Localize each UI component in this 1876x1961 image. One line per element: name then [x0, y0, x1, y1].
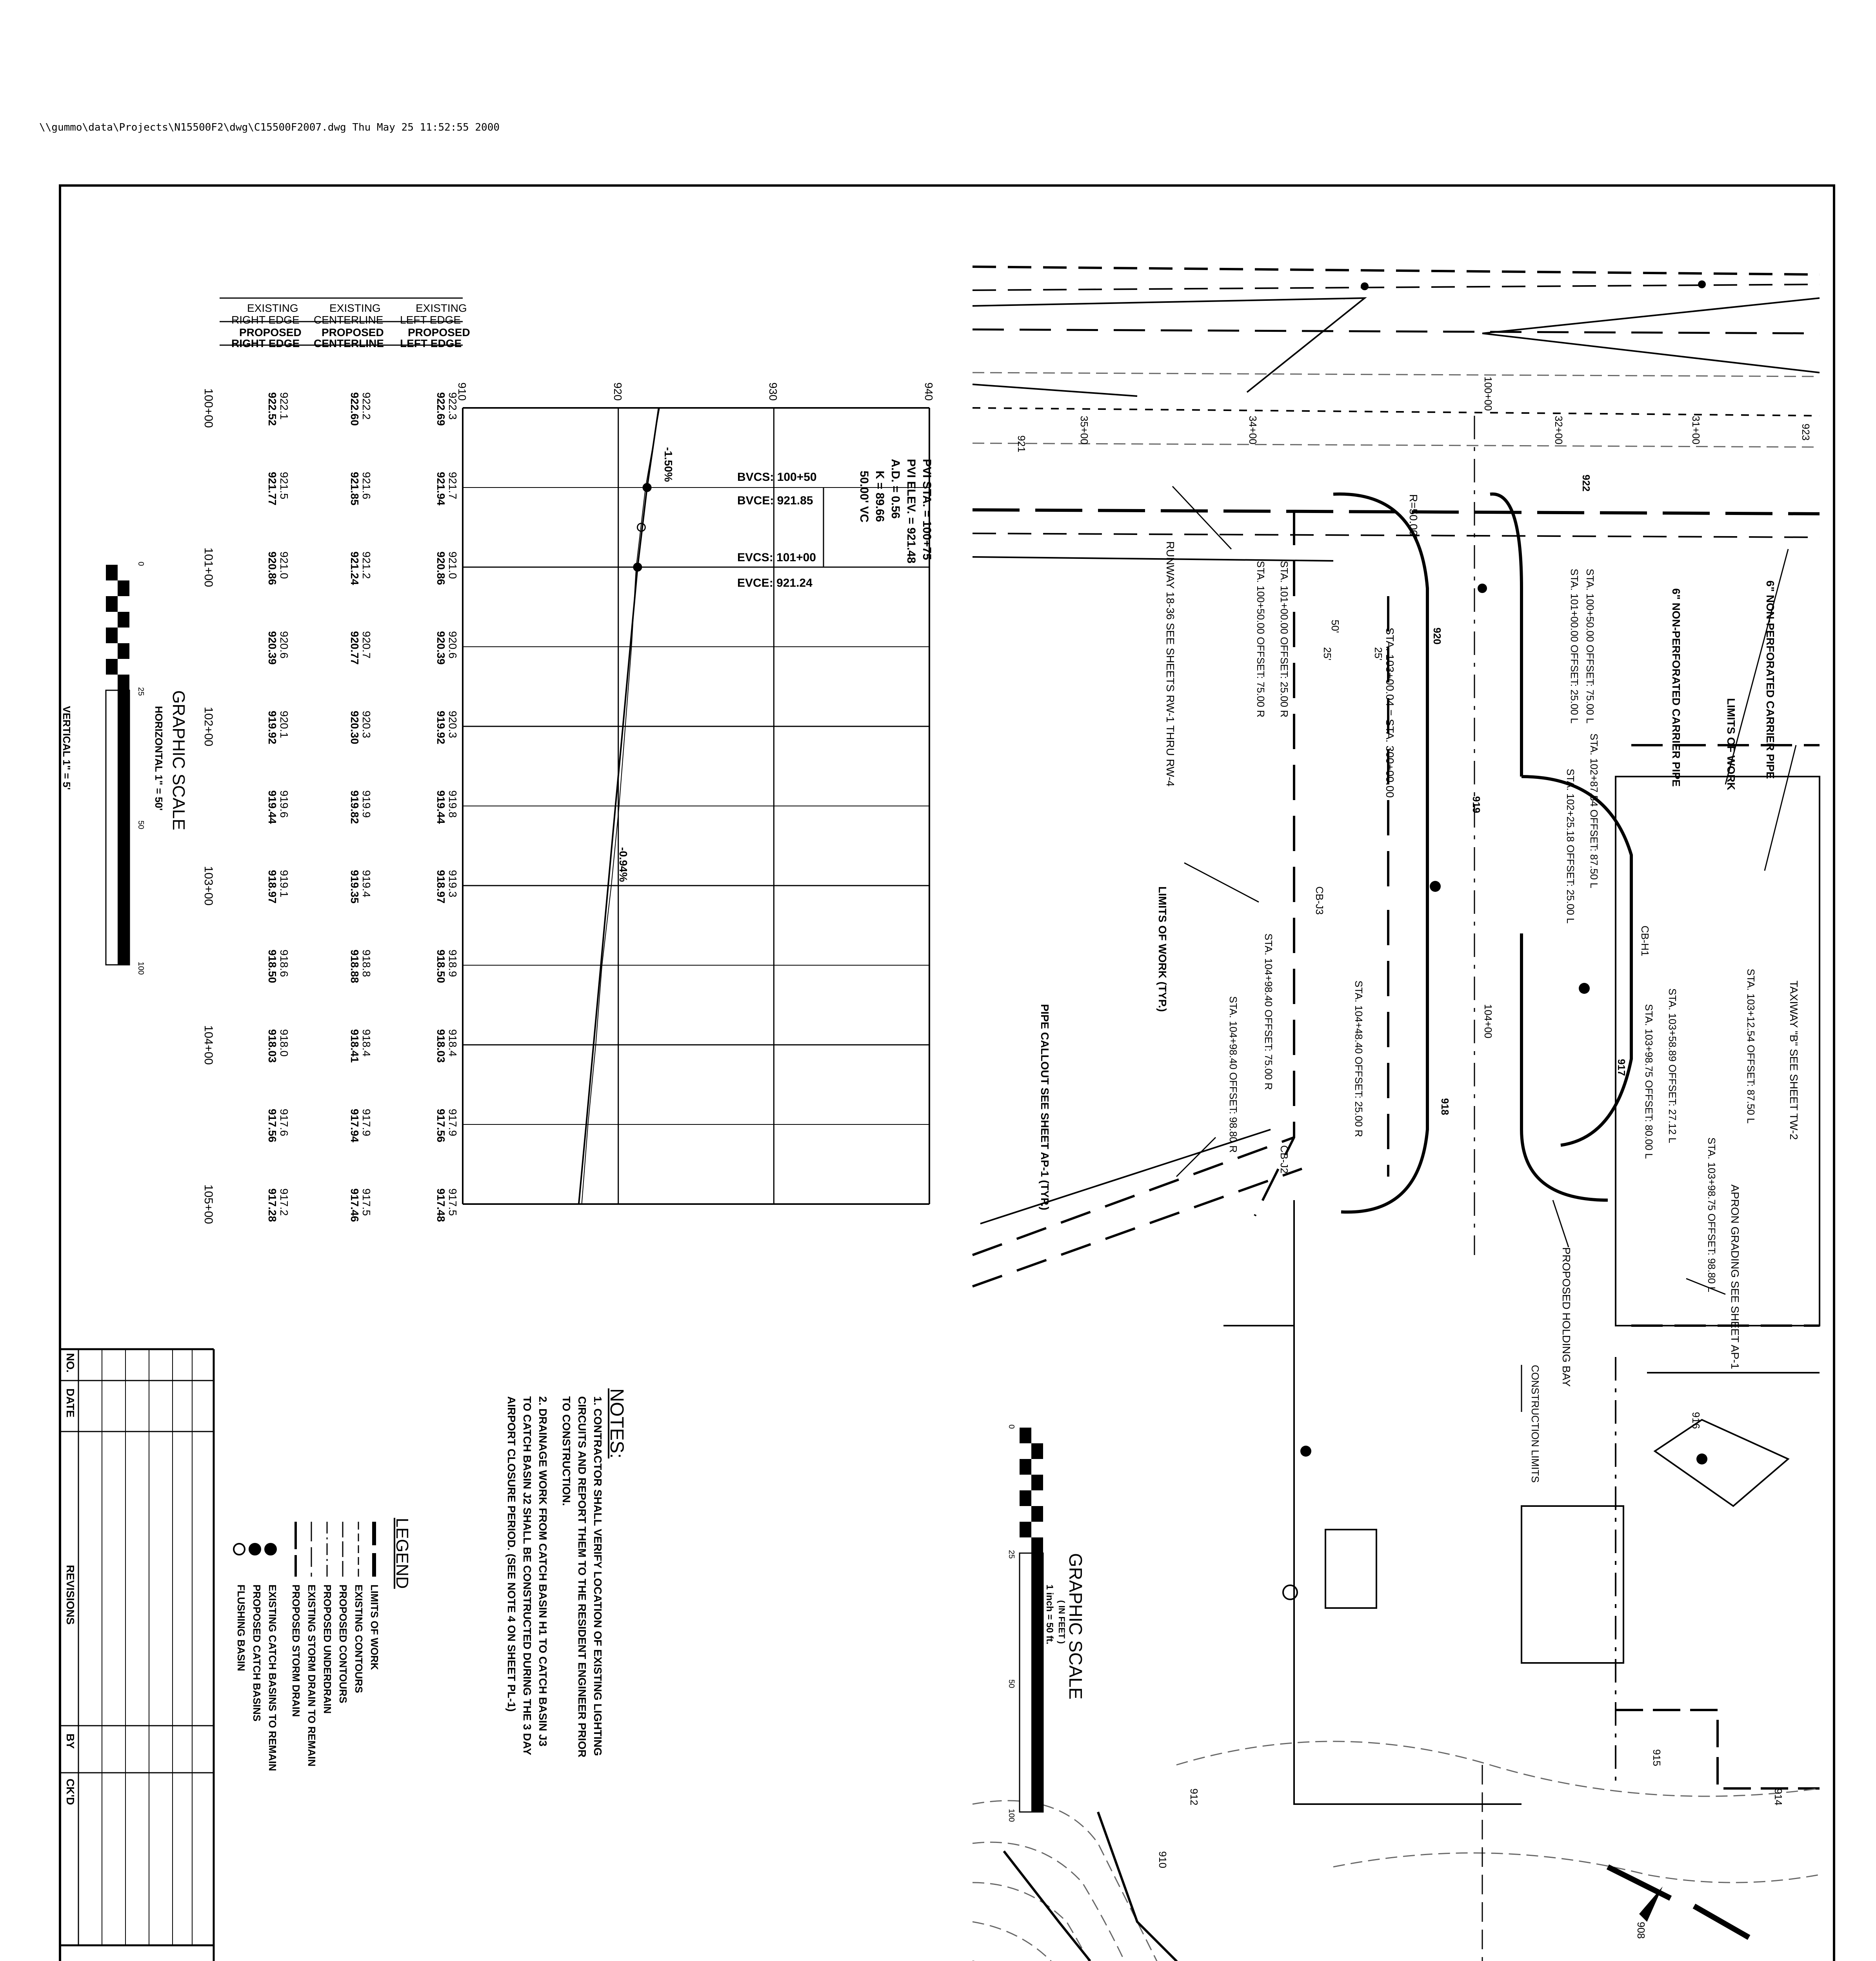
limits-of-work-1: LIMITS OF WORK — [1725, 698, 1737, 790]
contour-921: 921 — [1016, 435, 1027, 453]
proposed-header-bottom: RIGHT EDGE — [231, 337, 300, 349]
bvce-label: BVCE: 921.85 — [737, 494, 813, 507]
proposed-elevation: 922.60 — [349, 392, 361, 426]
existing-elevation: 921.6 — [360, 472, 373, 500]
contour-917: 917 — [1616, 1059, 1627, 1076]
note-line: TO CONSTRUCTION. — [560, 1396, 573, 1506]
proposed-elevation: 920.30 — [349, 711, 361, 744]
existing-header-top: EXISTING — [416, 302, 467, 314]
elevation-label: 930 — [767, 382, 780, 401]
proposed-elevation: 918.97 — [435, 870, 447, 904]
profile-scale-bar — [106, 565, 129, 965]
proposed-header-bottom: LEFT EDGE — [400, 337, 462, 349]
underdrain-callout-2: 6" NON-PERFORATED CARRIER PIPE — [1670, 588, 1682, 787]
proposed-elevation: 919.92 — [435, 711, 447, 744]
underdrain-callout-1: 6" NON-PERFORATED CARRIER PIPE — [1764, 580, 1776, 779]
note-line: AIRPORT CLOSURE PERIOD. (SEE NOTE 4 ON SHEET PL-1) — [505, 1396, 518, 1712]
existing-header-bottom: RIGHT EDGE — [231, 314, 300, 326]
bvcs-label: BVCS: 100+50 — [737, 471, 817, 484]
proposed-elevation: 922.52 — [266, 392, 278, 426]
existing-elevation: 919.4 — [360, 870, 373, 898]
pipe-callout: PIPE CALLOUT SEE SHEET AP-1 (TYP.) — [1039, 1004, 1051, 1210]
grade-label-1: -1.50% — [662, 447, 674, 482]
proposed-elevation: 920.39 — [435, 631, 447, 665]
station-equation: STA. 103+00.04 = STA. 300+00.00 — [1384, 628, 1396, 798]
existing-elevation: 918.4 — [360, 1029, 373, 1057]
plan-scale-title: GRAPHIC SCALE — [1065, 1553, 1086, 1700]
evce-label: EVCE: 921.24 — [737, 577, 813, 589]
proposed-elevation: 918.03 — [266, 1029, 278, 1063]
proposed-elevation: 922.69 — [435, 392, 447, 426]
revision-header-date: DATE — [64, 1388, 76, 1418]
plan-view — [973, 267, 1820, 1961]
station-offset-m: STA. 103+98.75 OFFSET: 98.80 L — [1706, 1137, 1718, 1292]
apron-reference: APRON GRADING SEE SHEET AP-1 — [1729, 1184, 1741, 1369]
catch-basin-h1: CB-H1 — [1639, 926, 1651, 957]
proposed-elevation: 918.03 — [435, 1029, 447, 1063]
existing-elevation: 920.7 — [360, 631, 373, 659]
existing-elevation: 919.6 — [278, 790, 290, 818]
existing-elevation: 919.1 — [278, 870, 290, 898]
existing-elevation: 919.3 — [447, 870, 459, 898]
pvi-station: PVI STA. = 100+75 — [920, 459, 933, 560]
existing-elevation: 918.9 — [447, 950, 459, 977]
existing-elevation: 917.9 — [360, 1109, 373, 1137]
existing-elevation: 920.6 — [278, 631, 290, 659]
profile-scale-tick: 100 — [136, 962, 145, 975]
note-line: CIRCUITS AND REPORT THEM TO THE RESIDENT ENGINEER PRIOR — [576, 1396, 588, 1757]
proposed-elevation: 919.44 — [266, 790, 278, 824]
existing-elevation: 922.2 — [360, 392, 373, 420]
revision-header-by: BY — [64, 1734, 76, 1749]
existing-header-bottom: LEFT EDGE — [400, 314, 461, 326]
station-label-32: 32+00 — [1553, 416, 1565, 445]
proposed-elevation: 921.77 — [266, 472, 278, 506]
note-line: 1. CONTRACTOR SHALL VERIFY LOCATION OF EXISTING LIGHTING — [592, 1396, 604, 1756]
existing-elevation: 920.3 — [360, 711, 373, 739]
proposed-elevation: 919.44 — [435, 790, 447, 824]
proposed-elevation: 921.24 — [349, 551, 361, 585]
contour-923: 923 — [1800, 424, 1812, 441]
existing-elevation: 917.5 — [447, 1188, 459, 1216]
proposed-elevation: 919.92 — [266, 711, 278, 744]
legend-item-label: PROPOSED CONTOURS — [337, 1584, 349, 1703]
existing-elevation: 917.5 — [360, 1188, 373, 1216]
profile-scale-vertical: VERTICAL 1" = 5' — [61, 706, 73, 790]
proposed-elevation: 917.56 — [266, 1109, 278, 1142]
radius-label: R=50.00' — [1407, 494, 1420, 538]
evcs-label: EVCS: 101+00 — [737, 551, 816, 564]
station-offset-k: STA. 103+58.89 OFFSET: 27.12 L — [1667, 988, 1678, 1143]
profile-grid — [220, 298, 929, 1204]
construction-limits: CONSTRUCTION LIMITS — [1529, 1365, 1541, 1483]
contour-914: 914 — [1772, 1788, 1784, 1806]
station-offset-b: STA. 100+50.00 OFFSET: 75.00 R — [1255, 561, 1267, 718]
proposed-elevation: 917.94 — [349, 1109, 361, 1142]
legend-basin-symbol — [249, 1544, 260, 1555]
profile-scale-tick: 25 — [136, 687, 145, 696]
legend-title: LEGEND — [393, 1518, 412, 1589]
profile-station-label: 105+00 — [202, 1184, 215, 1224]
curve-k: K = 89.66 — [873, 471, 886, 522]
legend-item-label: EXISTING CONTOURS — [353, 1584, 365, 1693]
revision-header-revisions: REVISIONS — [64, 1565, 76, 1625]
proposed-header-bottom: CENTERLINE — [314, 337, 384, 349]
dimension-50: 50' — [1329, 620, 1341, 633]
contour-910: 910 — [1157, 1851, 1169, 1868]
station-offset-c: STA. 101+00.00 OFFSET: 25.00 L — [1569, 569, 1580, 724]
proposed-elevation: 918.50 — [266, 950, 278, 983]
contour-916: 916 — [1690, 1412, 1702, 1429]
grade-label-2: -0.94% — [617, 847, 629, 882]
pvi-elevation: PVI ELEV. = 921.48 — [905, 459, 918, 564]
proposed-elevation: 918.50 — [435, 950, 447, 983]
existing-header-top: EXISTING — [329, 302, 381, 314]
station-label-31: 31+00 — [1690, 416, 1702, 445]
profile-station-label: 103+00 — [202, 866, 215, 906]
proposed-header-top: PROPOSED — [408, 326, 470, 338]
profile-station-label: 102+00 — [202, 707, 215, 746]
station-label-35: 35+00 — [1078, 416, 1090, 445]
existing-elevation: 920.3 — [447, 711, 459, 739]
station-offset-f: STA. 102+25.18 OFFSET: 25.00 L — [1565, 769, 1576, 924]
legend-item-label: PROPOSED STORM DRAIN — [290, 1584, 302, 1717]
dimension-25a: 25' — [1322, 647, 1333, 660]
proposed-elevation: 917.46 — [349, 1188, 361, 1222]
proposed-elevation: 917.48 — [435, 1188, 447, 1222]
existing-elevation: 918.6 — [278, 950, 290, 977]
contour-918: 918 — [1439, 1098, 1451, 1115]
proposed-elevation: 918.41 — [349, 1029, 361, 1063]
contour-922: 922 — [1580, 475, 1592, 492]
legend-item-label: PROPOSED UNDERDRAIN — [322, 1584, 333, 1714]
station-offset-j: STA. 103+12.54 OFFSET: 87.50 L — [1745, 969, 1757, 1124]
limits-of-work-typ: LIMITS OF WORK (TYP.) — [1156, 886, 1169, 1012]
station-label-104: 104+00 — [1482, 1004, 1494, 1039]
dimension-25b: 25' — [1372, 647, 1384, 660]
runway-reference: RUNWAY 18-36 SEE SHEETS RW-1 THRU RW-4 — [1164, 541, 1176, 787]
existing-elevation: 918.0 — [278, 1029, 290, 1057]
existing-elevation: 918.4 — [447, 1029, 459, 1057]
elevation-label: 910 — [456, 382, 468, 401]
legend-basin-symbol — [234, 1544, 245, 1555]
existing-elevation: 919.9 — [360, 790, 373, 818]
elevation-label: 940 — [923, 382, 935, 401]
legend-symbols — [234, 1522, 374, 1577]
proposed-elevation: 919.35 — [349, 870, 361, 904]
station-offset-d: STA. 100+50.00 OFFSET: 75.00 L — [1584, 569, 1596, 724]
existing-elevation: 917.9 — [447, 1109, 459, 1137]
profile-scale-horizontal: HORIZONTAL 1" = 50' — [153, 706, 165, 811]
proposed-elevation: 919.82 — [349, 790, 361, 824]
contour-912: 912 — [1188, 1788, 1200, 1806]
existing-elevation: 922.3 — [447, 392, 459, 420]
file-path-stamp: \\gummo\data\Projects\N15500F2\dwg\C15500F2007.dwg Thu May 25 11:52:55 2000 — [39, 122, 500, 133]
existing-elevation: 921.0 — [447, 551, 459, 579]
profile-scale-tick: 50 — [136, 820, 145, 830]
existing-header-bottom: CENTERLINE — [314, 314, 384, 326]
existing-header-top: EXISTING — [247, 302, 298, 314]
title-block-frame — [59, 1349, 214, 1961]
profile-scale-title: GRAPHIC SCALE — [169, 690, 188, 830]
existing-elevation: 920.6 — [447, 631, 459, 659]
existing-elevation: 917.6 — [278, 1109, 290, 1137]
profile-station-label: 104+00 — [202, 1025, 215, 1065]
contour-915: 915 — [1651, 1749, 1663, 1766]
existing-elevation: 918.8 — [360, 950, 373, 977]
station-offset-h: STA. 104+48.40 OFFSET: 25.00 R — [1353, 980, 1365, 1137]
proposed-elevation: 920.86 — [435, 551, 447, 585]
existing-elevation: 920.1 — [278, 711, 290, 739]
legend-item-label: LIMITS OF WORK — [369, 1584, 380, 1670]
profile-station-label: 100+00 — [202, 388, 215, 428]
curve-ad: A.D. = 0.56 — [889, 459, 902, 519]
note-line: 2. DRAINAGE WORK FROM CATCH BASIN H1 TO CATCH BASIN J3 — [537, 1396, 549, 1746]
station-offset-a: STA. 101+00.00 OFFSET: 25.00 R — [1278, 561, 1290, 718]
station-offset-e: STA. 102+87.54 OFFSET: 87.50 L — [1588, 733, 1600, 888]
station-label-100: 100+00 — [1482, 377, 1494, 411]
plan-scale-unit: ( IN FEET ) — [1057, 1600, 1067, 1644]
curve-vc: 50.00' VC — [858, 471, 871, 523]
contour-920: 920 — [1431, 628, 1443, 645]
proposed-elevation: 920.86 — [266, 551, 278, 585]
elevation-label: 920 — [611, 382, 624, 401]
existing-elevation: 921.7 — [447, 472, 459, 500]
proposed-elevation: 918.88 — [349, 950, 361, 983]
taxiway-b-reference: TAXIWAY "B" SEE SHEET TW-2 — [1788, 980, 1800, 1140]
holding-bay-label: PROPOSED HOLDING BAY — [1560, 1247, 1572, 1387]
existing-elevation: 917.2 — [278, 1188, 290, 1216]
existing-elevation: 921.5 — [278, 472, 290, 500]
station-offset-g: STA. 104+98.40 OFFSET: 75.00 R — [1263, 933, 1274, 1090]
proposed-elevation: 920.77 — [349, 631, 361, 665]
plan-scale-tick: 50 — [1007, 1679, 1016, 1688]
existing-elevation: 921.2 — [360, 551, 373, 579]
note-line: TO CATCH BASIN J2 SHALL BE CONSTRUCTED DURING THE 3 DAY — [521, 1396, 533, 1755]
contour-908: 908 — [1635, 1922, 1647, 1939]
legend-item-label: FLUSHING BASIN — [235, 1584, 247, 1671]
plan-scale-bar — [1020, 1428, 1043, 1812]
profile-scale-tick: 0 — [136, 562, 145, 566]
existing-elevation: 922.1 — [278, 392, 290, 420]
station-offset-i: STA. 104+98.40 OFFSET: 98.80 R — [1227, 996, 1239, 1153]
existing-elevation: 919.8 — [447, 790, 459, 818]
station-offset-l: STA. 103+98.75 OFFSET: 80.00 L — [1643, 1004, 1655, 1159]
legend-item-label: EXISTING STORM DRAIN TO REMAIN — [306, 1584, 318, 1767]
proposed-elevation: 921.94 — [435, 472, 447, 506]
revision-header-no: NO. — [64, 1353, 76, 1373]
catch-basin-j3: CB-J3 — [1314, 886, 1325, 915]
revision-header-ckd: CK'D — [64, 1779, 76, 1805]
legend-item-label: EXISTING CATCH BASINS TO REMAIN — [267, 1584, 278, 1771]
legend-item-label: PROPOSED CATCH BASINS — [251, 1584, 263, 1722]
proposed-header-top: PROPOSED — [239, 326, 302, 338]
profile-station-label: 101+00 — [202, 548, 215, 587]
catch-basin-j2: CB-J2 — [1278, 1145, 1290, 1174]
notes-title: NOTES: — [606, 1388, 627, 1459]
proposed-elevation: 918.97 — [266, 870, 278, 904]
legend-basin-symbol — [265, 1544, 276, 1555]
proposed-elevation: 921.85 — [349, 472, 361, 506]
proposed-elevation: 917.56 — [435, 1109, 447, 1142]
plan-scale-tick: 100 — [1007, 1809, 1016, 1822]
proposed-elevation: 917.28 — [266, 1188, 278, 1222]
station-label-34: 34+00 — [1247, 416, 1259, 445]
proposed-elevation: 920.39 — [266, 631, 278, 665]
existing-elevation: 921.0 — [278, 551, 290, 579]
proposed-header-top: PROPOSED — [322, 326, 384, 338]
plan-scale-tick: 0 — [1007, 1424, 1016, 1429]
plan-scale-ratio: 1 inch = 50 ft. — [1044, 1584, 1055, 1644]
contour-919: 919 — [1471, 796, 1482, 813]
plan-scale-tick: 25 — [1007, 1550, 1016, 1559]
